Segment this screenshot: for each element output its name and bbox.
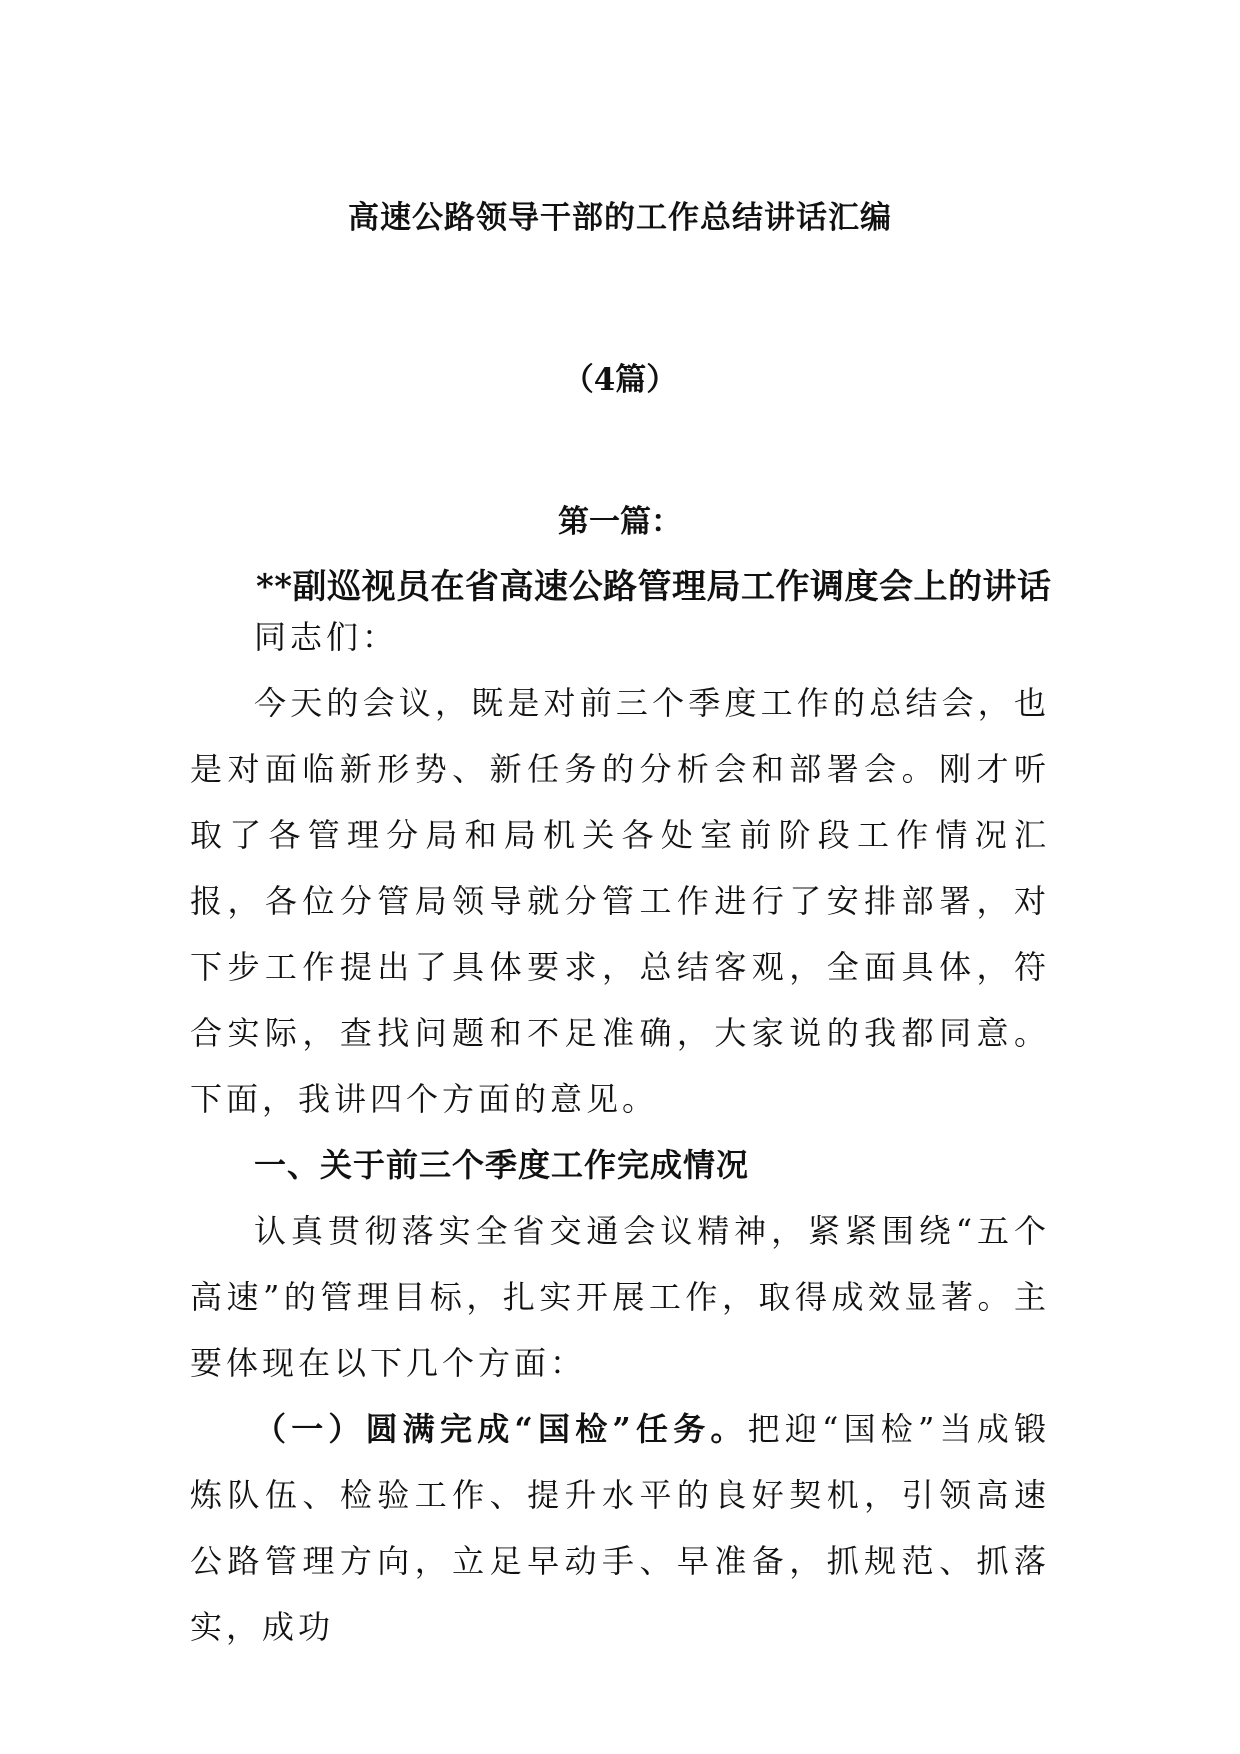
section-heading: 一、关于前三个季度工作完成情况 [254, 1146, 750, 1184]
intro-paragraph: 今天的会议，既是对前三个季度工作的总结会，也是对面临新形势、新任务的分析会和部署会。刚才听取了各管理分局和局机关各处室前阶段工作情况汇报，各位分管局领导就分管工作进行了安排部署，对下步工作提出了具体要求，总结客观，全面具体，符合实际，查找问题和不足准确，大家说的我都同意。下面，我讲四个方面的意见。 [190, 684, 1050, 1118]
document-title: 高速公路领导干部的工作总结讲话汇编 [348, 200, 892, 236]
item-text: 把迎“国检”当成锻炼队伍、检验工作、提升水平的良好契机，引领高速公路管理方向，立足早动手、早准备，抓规范、抓落实，成功 [190, 1410, 1050, 1646]
item-paragraph [190, 1396, 1050, 1660]
part-label: 第一篇： [558, 504, 682, 540]
item-lead: （一）圆满完成“国检”任务。 [254, 1410, 748, 1448]
salutation: 同志们： [254, 618, 399, 656]
document-body [190, 604, 1050, 1660]
section-paragraph: 认真贯彻落实全省交通会议精神，紧紧围绕“五个高速”的管理目标，扎实开展工作，取得成效显著。主要体现在以下几个方面： [190, 1212, 1050, 1382]
document-subtitle: （4篇） [562, 362, 678, 398]
speech-title: **副巡视员在省高速公路管理局工作调度会上的讲话 [256, 567, 1052, 607]
